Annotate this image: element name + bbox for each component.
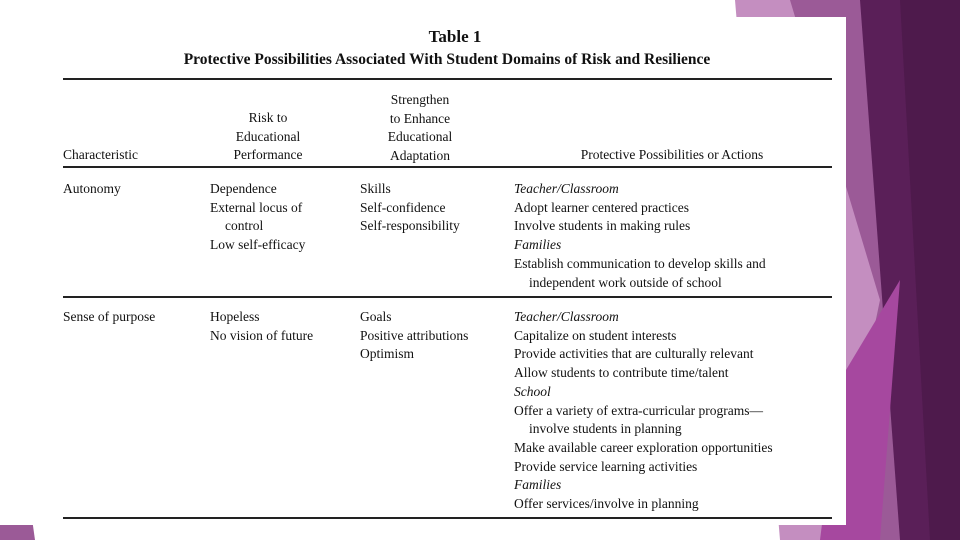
action-item: independent work outside of school [529,274,722,290]
strengthen-item: Positive attributions [360,327,469,343]
action-item: Adopt learner centered practices [514,199,690,215]
action-group-heading: Teacher/Classroom [514,309,619,324]
strengthen-item: Skills [360,181,391,196]
table-rule [63,78,832,80]
action-item: Provide service learning activities [514,458,698,474]
header-actions: Protective Possibilities or Actions [580,147,764,162]
risk-item: External locus of [210,199,303,215]
header-risk: Risk to [248,110,288,125]
risk-item: No vision of future [210,327,314,343]
action-item: Allow students to contribute time/talent [514,365,729,381]
header-risk: Educational [235,128,301,144]
table-rule [63,296,832,298]
action-item: Offer services/involve in planning [514,496,699,511]
risk-item: Hopeless [210,309,260,324]
header-strengthen: Educational [387,129,453,144]
strengthen-item: Optimism [360,346,415,362]
header-risk: Performance [233,147,303,162]
table-title: Protective Possibilities Associated With Student Domains of Risk and Resilience [183,51,711,68]
action-item: Provide activities that are culturally relevant [514,346,754,362]
action-item: involve students in planning [529,421,682,437]
action-item: Involve students in making rules [514,218,691,234]
risk-item: Dependence [210,181,277,196]
table-label: Table 1 [428,27,482,46]
header-characteristic: Characteristic [63,147,138,162]
action-group-heading: School [514,383,551,399]
risk-item: Low self-efficacy [210,237,306,253]
action-item: Make available career exploration opportunities [514,439,773,455]
risk-item: control [225,218,264,234]
action-item: Capitalize on student interests [514,327,677,343]
action-group-heading: Families [514,477,562,493]
table-rule [63,166,832,168]
action-group-heading: Families [514,237,562,253]
row-characteristic: Sense of purpose [63,309,156,324]
row-characteristic: Autonomy [63,181,121,196]
strengthen-item: Self-confidence [360,199,446,215]
strengthen-item: Self-responsibility [360,218,460,234]
action-group-heading: Teacher/Classroom [514,181,619,196]
header-strengthen: Adaptation [390,147,450,163]
table-rule [63,517,832,519]
strengthen-item: Goals [360,309,392,324]
header-strengthen: Strengthen [390,92,450,107]
header-strengthen: to Enhance [389,110,451,126]
action-item: Establish communication to develop skills and [514,255,766,271]
action-item: Offer a variety of extra-curricular programs— [514,402,764,418]
